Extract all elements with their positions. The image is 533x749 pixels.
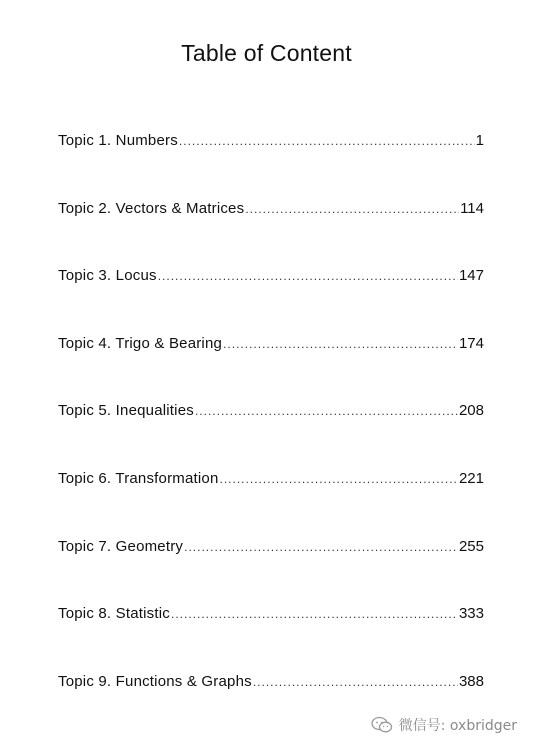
wechat-icon: [371, 716, 393, 734]
toc-entry-label: Topic 1. Numbers: [58, 132, 178, 149]
toc-dot-leader: [184, 540, 458, 554]
toc-entry-transformation: [58, 470, 484, 538]
toc-entry-inequalities: [58, 402, 484, 470]
toc-entry-page: 255: [458, 537, 484, 555]
toc-entry-statistic: [58, 605, 484, 673]
toc-entry-page: 147: [458, 267, 484, 285]
toc-entry-label: Topic 2. Vectors & Matrices: [58, 199, 245, 217]
toc-entry-label: Topic 8. Statistic: [58, 605, 170, 623]
toc-entry-page: 1: [475, 132, 484, 149]
toc-entry-label: Topic 3. Locus: [58, 267, 157, 285]
toc-entry-label: Topic 7. Geometry: [58, 537, 184, 555]
toc-entry-page: 221: [458, 469, 484, 487]
toc-entry-numbers: [58, 132, 484, 200]
toc-dot-leader: [171, 607, 458, 621]
toc-entry-page: 333: [458, 605, 484, 623]
toc-dot-leader: [158, 269, 458, 283]
toc-entry-geometry: [58, 538, 484, 606]
toc-entry-locus: [58, 267, 484, 335]
watermark-text: 微信号: oxbridger: [398, 718, 517, 734]
toc-dot-leader: [220, 472, 458, 486]
toc-dot-leader: [245, 202, 459, 216]
table-of-contents: [58, 132, 484, 740]
toc-entry-page: 208: [458, 402, 484, 420]
wechat-watermark: [371, 715, 517, 735]
toc-entry-label: Topic 9. Functions & Graphs: [58, 672, 252, 690]
toc-dot-leader: [223, 337, 458, 351]
toc-dot-leader: [253, 675, 458, 689]
toc-dot-leader: [179, 134, 475, 148]
toc-entry-trigo-bearing: [58, 335, 484, 403]
toc-entry-page: 388: [458, 672, 484, 690]
toc-entry-label: Topic 6. Transformation: [58, 469, 219, 487]
toc-entry-label: Topic 4. Trigo & Bearing: [58, 334, 223, 352]
toc-dot-leader: [195, 404, 458, 418]
toc-entry-label: Topic 5. Inequalities: [58, 402, 194, 420]
toc-entry-vectors-matrices: [58, 200, 484, 268]
page-title: Table of Content: [181, 40, 352, 66]
toc-entry-page: 174: [458, 334, 484, 352]
toc-entry-page: 114: [460, 199, 484, 217]
